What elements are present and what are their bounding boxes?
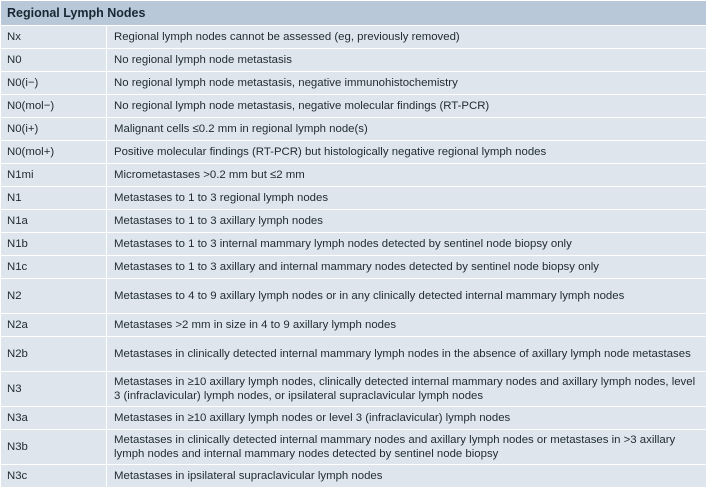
stage-code: N0(mol−) bbox=[1, 95, 107, 118]
stage-description: Malignant cells ≤0.2 mm in regional lymph node(s) bbox=[107, 118, 707, 141]
stage-description: Metastases in ≥10 axillary lymph nodes, clinically detected internal mammary nodes and axillary lymph nodes, level 3 (infraclavicular) lymph nodes, or ipsilateral supraclavicular lymph nodes bbox=[107, 372, 707, 407]
stage-code: N3b bbox=[1, 430, 107, 465]
stage-code: N3 bbox=[1, 372, 107, 407]
stage-description: Metastases in ipsilateral supraclavicular lymph nodes bbox=[107, 465, 707, 488]
stage-description: Regional lymph nodes cannot be assessed (eg, previously removed) bbox=[107, 26, 707, 49]
stage-description: Positive molecular findings (RT-PCR) but histologically negative regional lymph nodes bbox=[107, 141, 707, 164]
stage-code: N2 bbox=[1, 279, 107, 314]
table-row bbox=[1, 187, 707, 210]
stage-description: No regional lymph node metastasis, negative immunohistochemistry bbox=[107, 72, 707, 95]
stage-description: Metastases to 1 to 3 axillary lymph nodes bbox=[107, 210, 707, 233]
stage-code: N1b bbox=[1, 233, 107, 256]
stage-code: N0(i+) bbox=[1, 118, 107, 141]
stage-description: Metastases in ≥10 axillary lymph nodes or level 3 (infraclavicular) lymph nodes bbox=[107, 407, 707, 430]
stage-code: N0 bbox=[1, 49, 107, 72]
table-title: Regional Lymph Nodes bbox=[1, 1, 707, 26]
stage-code: N3c bbox=[1, 465, 107, 488]
stage-description: Metastases >2 mm in size in 4 to 9 axillary lymph nodes bbox=[107, 314, 707, 337]
stage-code: N2b bbox=[1, 337, 107, 372]
table-row bbox=[1, 164, 707, 187]
stage-code: N3a bbox=[1, 407, 107, 430]
stage-code: N1c bbox=[1, 256, 107, 279]
table-header-row bbox=[1, 1, 707, 26]
table-row bbox=[1, 430, 707, 465]
stage-description: Metastases to 1 to 3 regional lymph nodes bbox=[107, 187, 707, 210]
stage-code: N1 bbox=[1, 187, 107, 210]
stage-description: Micrometastases >0.2 mm but ≤2 mm bbox=[107, 164, 707, 187]
table-row bbox=[1, 49, 707, 72]
stage-code: N1mi bbox=[1, 164, 107, 187]
stage-description: No regional lymph node metastasis, negative molecular findings (RT-PCR) bbox=[107, 95, 707, 118]
table-row bbox=[1, 26, 707, 49]
stage-code: N0(i−) bbox=[1, 72, 107, 95]
stage-code: Nx bbox=[1, 26, 107, 49]
table-row bbox=[1, 210, 707, 233]
table-row bbox=[1, 95, 707, 118]
table-row bbox=[1, 465, 707, 488]
stage-description: Metastases in clinically detected internal mammary lymph nodes in the absence of axillary lymph node metastases bbox=[107, 337, 707, 372]
table-row bbox=[1, 407, 707, 430]
table-row bbox=[1, 118, 707, 141]
table-row bbox=[1, 72, 707, 95]
table-row bbox=[1, 279, 707, 314]
stage-description: Metastases to 4 to 9 axillary lymph nodes or in any clinically detected internal mammary lymph nodes bbox=[107, 279, 707, 314]
table-row bbox=[1, 337, 707, 372]
table-row bbox=[1, 233, 707, 256]
table-row bbox=[1, 256, 707, 279]
stage-description: No regional lymph node metastasis bbox=[107, 49, 707, 72]
stage-code: N2a bbox=[1, 314, 107, 337]
stage-description: Metastases in clinically detected internal mammary nodes and axillary lymph nodes or metastases in >3 axillary lymph nodes and internal mammary nodes detected by sentinel node biopsy bbox=[107, 430, 707, 465]
table-row bbox=[1, 141, 707, 164]
stage-description: Metastases to 1 to 3 axillary and internal mammary nodes detected by sentinel node biopsy only bbox=[107, 256, 707, 279]
stage-code: N0(mol+) bbox=[1, 141, 107, 164]
stage-code: N1a bbox=[1, 210, 107, 233]
table-row bbox=[1, 314, 707, 337]
table-row bbox=[1, 372, 707, 407]
stage-description: Metastases to 1 to 3 internal mammary lymph nodes detected by sentinel node biopsy only bbox=[107, 233, 707, 256]
